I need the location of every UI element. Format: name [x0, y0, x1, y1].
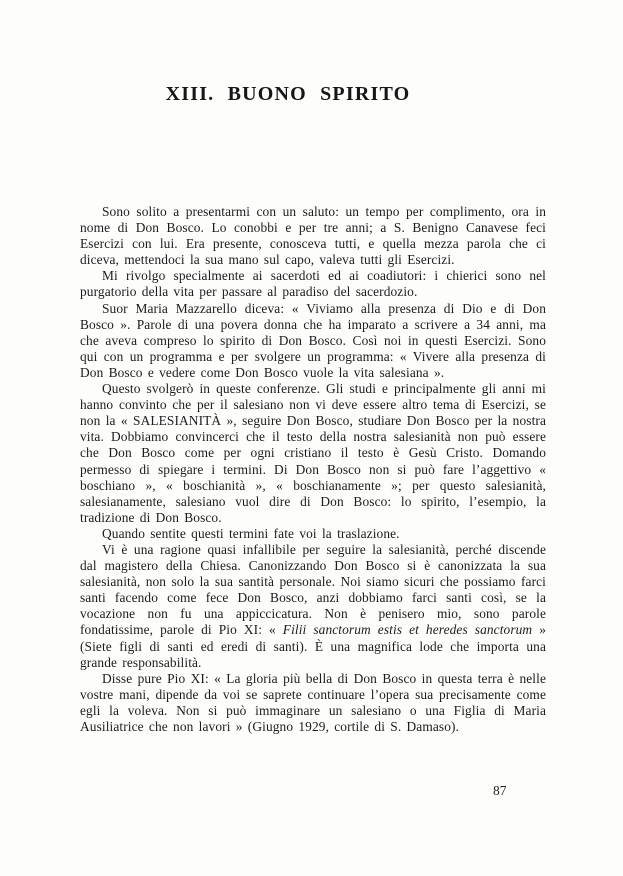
text-run: Mi rivolgo specialmente ai sacerdoti ed ai coadiutori: i chierici sono nel purgatorio della vita per passare al paradiso del sacerdozio. — [80, 268, 546, 300]
text-run: Questo svolgerò in queste conferenze. Gli studi e principalmente gli anni mi hanno convinto che per il salesiano non vi deve essere altro tema di Esercizi, se non la « SALESIANITÀ », seguire Don Bosco, studiare Don Bosco per la nostra vita. Dobbiamo convincerci che il testo della nostra salesianità non può essere che Don Bosco come per ogni cristiano il testo è Gesù Cristo. Domando permesso di spiegare i termini. Di Don Bosco non si può fare l’aggettivo « boschiano », « boschianità », « boschianamente »; per questo salesianità, salesianamente, salesiano vuol dire di Don Bosco: lo spirito, l’esempio, la tradizione di Don Bosco. — [80, 381, 546, 525]
body-text — [80, 204, 546, 735]
paragraph — [80, 268, 546, 300]
paragraph — [80, 671, 546, 735]
chapter-title: XIII. BUONO SPIRITO — [165, 83, 411, 105]
text-run: Disse pure Pio XI: « La gloria più bella di Don Bosco in questa terra è nelle vostre mani, dipende da voi se saprete continuare l’opera sua precisamente come egli la voleva. Non si può immaginare un salesiano o una Figlia di Maria Ausiliatrice che non lavori » (Giugno 1929, cortile di S. Damaso). — [80, 670, 546, 734]
italic-text-run: Filii sanctorum estis et heredes sanctorum — [282, 622, 533, 638]
paragraph — [80, 301, 546, 381]
text-run: Quando sentite questi termini fate voi la traslazione. — [102, 525, 400, 541]
page-number: 87 — [493, 783, 507, 798]
paragraph — [80, 381, 546, 526]
paragraph — [80, 542, 546, 671]
paragraph — [80, 204, 546, 268]
text-run: Vi è una ragione quasi infallibile per seguire la salesianità, perché discende dal magistero della Chiesa. Canonizzando Don Bosco si è canonizzata la sua salesianità, non solo la sua santità personale. Noi siamo sicuri che possiamo farci santi facendo come fece Don Bosco, anzi dobbiamo farci santi così, se la vocazione non fu una appiccicatura. Non è penisero mio, sono parole fondatissime, parole di Pio XI: « — [80, 541, 546, 638]
text-run: » (Siete figli di santi ed eredi di santi). È una magnifica lode che importa una grande responsabilità. — [80, 622, 546, 670]
text-run: Suor Maria Mazzarello diceva: « Viviamo alla presenza di Dio e di Don Bosco ». Parole di una povera donna che ha imparato a scrivere a 34 anni, ma che aveva compreso lo spirito di Don Bosco. Così noi in questi Esercizi. Sono qui con un programma e per svolgere un programma: « Vivere alla presenza di Don Bosco e vedere come Don Bosco vuole la vita salesiana ». — [80, 300, 546, 380]
paragraph — [80, 526, 546, 542]
text-run: Sono solito a presentarmi con un saluto: un tempo per complimento, ora in nome di Don Bosco. Lo conobbi e per tre anni; a S. Benigno Canavese feci Esercizi con lui. Era presente, conosceva tutti, e quella mezza parola che ci diceva, mettendoci la sua mano sul capo, valeva tutti gli Esercizi. — [80, 204, 546, 268]
